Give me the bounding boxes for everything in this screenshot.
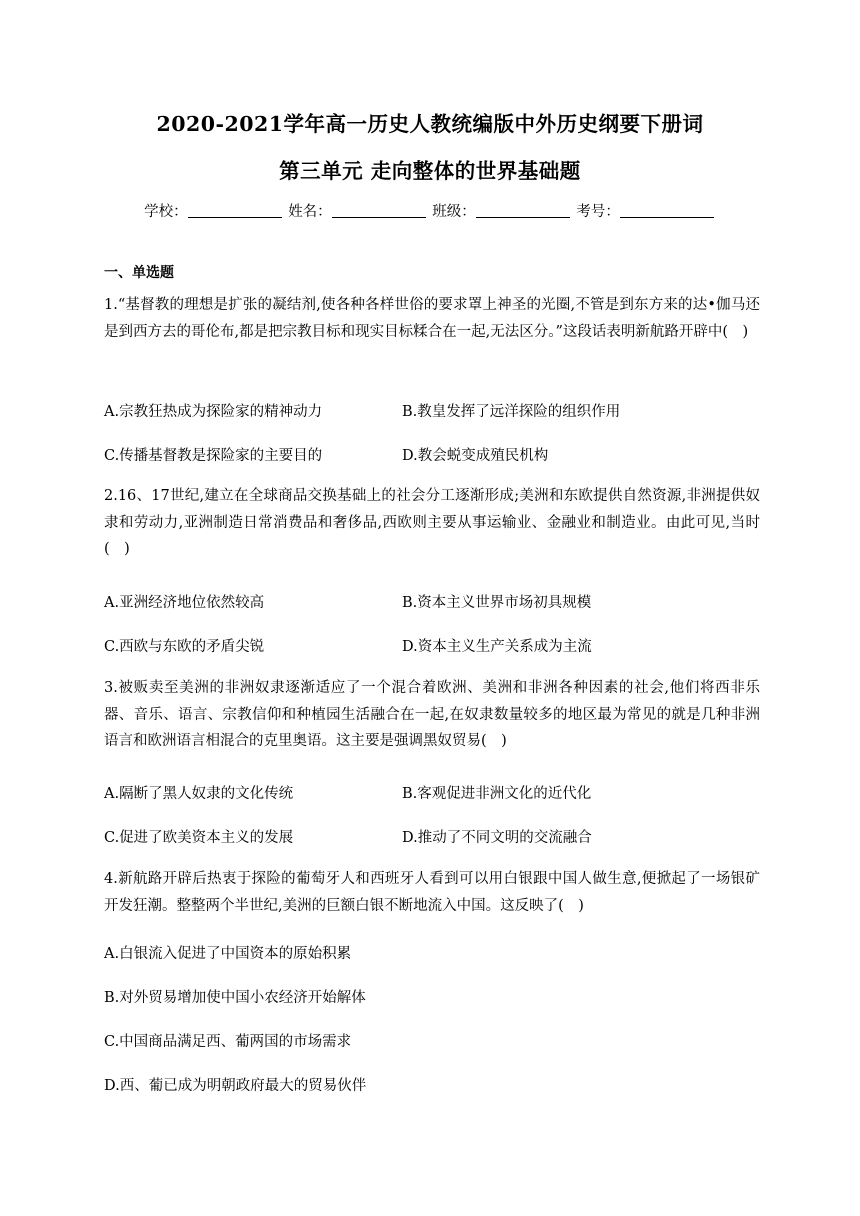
option-b[interactable]: B.资本主义世界市场初具规模: [402, 594, 592, 611]
exam-number-label: 考号：: [576, 204, 620, 220]
school-label: 学校：: [144, 204, 188, 220]
question-1-options: [104, 388, 760, 476]
option-d[interactable]: D.教会蜕变成殖民机构: [402, 447, 549, 464]
exam-number-blank[interactable]: [620, 205, 714, 218]
option-a[interactable]: A.亚洲经济地位依然较高: [104, 594, 265, 611]
option-b[interactable]: B.对外贸易增加使中国小农经济开始解体: [104, 990, 366, 1006]
page-title: 2020-2021学年高一历史人教统编版中外历史纲要下册词: [156, 112, 704, 136]
option-b[interactable]: B.教皇发挥了远洋探险的组织作用: [402, 403, 621, 420]
option-d[interactable]: D.西、葡已成为明朝政府最大的贸易伙伴: [104, 1078, 367, 1094]
option-row: [104, 814, 760, 858]
option-a[interactable]: A.白银流入促进了中国资本的原始积累: [104, 946, 352, 962]
question-2-stem: 2.16、17世纪,建立在全球商品交换基础上的社会分工逐渐形成;美洲和东欧提供自然资源,非洲提供奴隶和劳动力,亚洲制造日常消费品和奢侈品,西欧则主要从事运输业、金融业和制造业。由此可见,当时( ): [104, 488, 760, 557]
option-c[interactable]: C.中国商品满足西、葡两国的市场需求: [104, 1034, 352, 1050]
option-row: [104, 579, 760, 623]
option-row: [104, 623, 760, 667]
class-label: 班级：: [432, 204, 476, 220]
question-3-options: [104, 770, 760, 858]
option-c[interactable]: C.西欧与东欧的矛盾尖锐: [104, 638, 265, 655]
option-a[interactable]: A.隔断了黑人奴隶的文化传统: [104, 785, 294, 802]
question-1-stem: 1.“基督教的理想是扩张的凝结剂,使各种各样世俗的要求罩上神圣的光圈,不管是到东方来的达•伽马还是到西方去的哥伦布,都是把宗教目标和现实目标糅合在一起,无法区分。”这段话表明新航路开辟中( ): [104, 297, 760, 340]
option-c[interactable]: C.促进了欧美资本主义的发展: [104, 829, 294, 846]
option-b[interactable]: B.客观促进非洲文化的近代化: [402, 785, 592, 802]
option-a[interactable]: A.宗教狂热成为探险家的精神动力: [104, 403, 323, 420]
option-d[interactable]: D.推动了不同文明的交流融合: [402, 829, 592, 846]
question-3-stem: 3.被贩卖至美洲的非洲奴隶逐渐适应了一个混合着欧洲、美洲和非洲各种因素的社会,他们将西非乐器、音乐、语言、宗教信仰和种植园生活融合在一起,在奴隶数量较多的地区最为常见的就是几种非洲语言和欧洲语言相混合的克里奥语。这主要是强调黑奴贸易( ): [104, 680, 760, 749]
question-4-options: [104, 932, 760, 1108]
name-blank[interactable]: [332, 205, 426, 218]
option-row: [104, 770, 760, 814]
name-label: 姓名：: [288, 204, 332, 220]
option-row: [104, 432, 760, 476]
option-c[interactable]: C.传播基督教是探险家的主要目的: [104, 447, 323, 464]
page-subtitle: 第三单元 走向整体的世界基础题: [279, 159, 581, 183]
question-2-options: [104, 579, 760, 667]
school-blank[interactable]: [188, 205, 282, 218]
question-4-stem: 4.新航路开辟后热衷于探险的葡萄牙人和西班牙人看到可以用白银跟中国人做生意,便掀起了一场银矿开发狂潮。整整两个半世纪,美洲的巨额白银不断地流入中国。这反映了( ): [104, 871, 760, 914]
option-row: [104, 388, 760, 432]
class-blank[interactable]: [476, 205, 570, 218]
student-info-line: [0, 200, 860, 221]
section-heading: 一、单选题: [104, 265, 174, 281]
option-d[interactable]: D.资本主义生产关系成为主流: [402, 638, 592, 655]
